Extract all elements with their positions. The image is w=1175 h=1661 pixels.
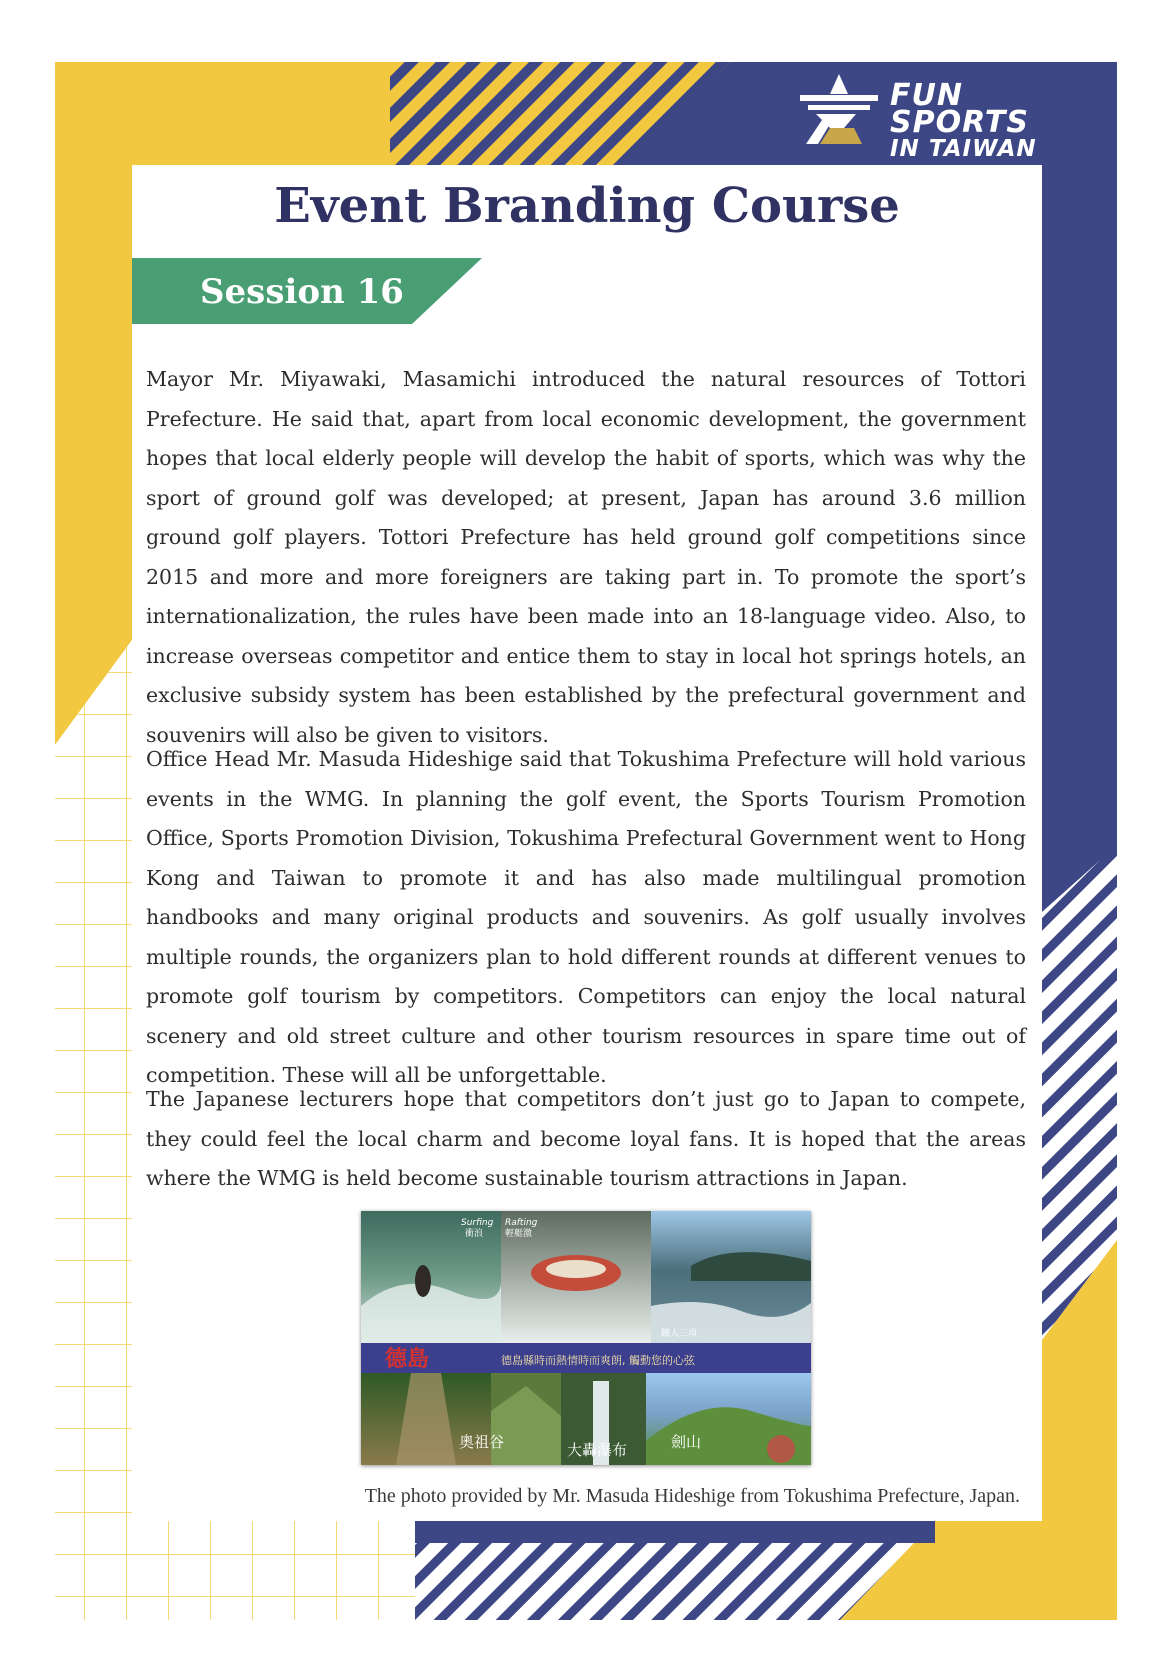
paragraph-3: The Japanese lecturers hope that competitors don’t just go to Japan to compete, they could feel the local charm and become loyal fans. It is hoped that the areas where the WMG is held become sustainable tourism attractions in Japan.	[146, 1087, 1026, 1190]
photo-caption: The photo provided by Mr. Masuda Hideshige from Tokushima Prefecture, Japan.	[364, 1485, 1020, 1507]
tokushima-photo	[361, 1211, 811, 1465]
page-title: Event Branding Course	[274, 178, 900, 234]
waterfall-label: 大轟瀑布	[567, 1441, 628, 1459]
fun-sports-star-emblem-icon	[796, 72, 882, 146]
paragraph-2: Office Head Mr. Masuda Hideshige said that Tokushima Prefecture will hold various events in the WMG. In planning the golf event, the Sports Tourism Promotion Office, Sports Promotion Division, Tokushima Prefectural Government went to Hong Kong and Taiwan to promote it and has also made multilingual promotion handbooks and many original products and souvenirs. As golf usually involves multiple rounds, the organizers plan to hold different rounds at different venues to promote golf tourism by competitors. Competitors can enjoy the local natural scenery and old street culture and other tourism resources in spare time out of competition. These will all be unforgettable.	[146, 747, 1026, 1087]
surfing-label: Surfing	[461, 1218, 494, 1228]
paragraph-1: Mayor Mr. Miyawaki, Masamichi introduced the natural resources of Tottori Prefecture. He said that, apart from local economic development, the government hopes that local elderly people will develop the habit of sports, which was why the sport of ground golf was developed; at present, Japan has around 3.6 million ground golf players. Tottori Prefecture has held ground golf competitions since 2015 and more and more foreigners are taking part in. To promote the sport’s internationalization, the rules have been made into an 18-language video. Also, to increase overseas competitor and entice them to stay in local hot springs hotels, an exclusive subsidy system has been established by the prefectural government and souvenirs will also be given to visitors.	[146, 367, 1026, 747]
yellow-block-left	[55, 62, 132, 745]
banner-text: 德島縣時而熱情時而爽朗, 觸動您的心弦	[501, 1354, 695, 1367]
banner-title: 德島	[385, 1347, 430, 1372]
navy-strip-bottom	[415, 1521, 935, 1543]
logo	[796, 72, 1106, 162]
logo-line-1: FUN SPORTS	[890, 78, 1029, 140]
swim-label: 鐵人三項	[661, 1329, 698, 1339]
grid-area-bottom	[55, 1521, 415, 1620]
rafting-zh-label: 輕艇激	[505, 1229, 533, 1239]
grid-area-left	[55, 640, 132, 1620]
navy-block-right	[1042, 62, 1117, 912]
mountain-label: 劍山	[671, 1433, 702, 1451]
iya-label: 奧祖谷	[459, 1433, 505, 1451]
logo-line-2: IN TAIWAN	[890, 136, 1037, 162]
photo-collage	[361, 1211, 811, 1465]
session-label: Session 16	[200, 272, 404, 312]
rafting-label: Rafting	[505, 1218, 538, 1228]
surfing-zh-label: 衝浪	[465, 1229, 484, 1239]
logo-wordmark	[890, 78, 1106, 163]
